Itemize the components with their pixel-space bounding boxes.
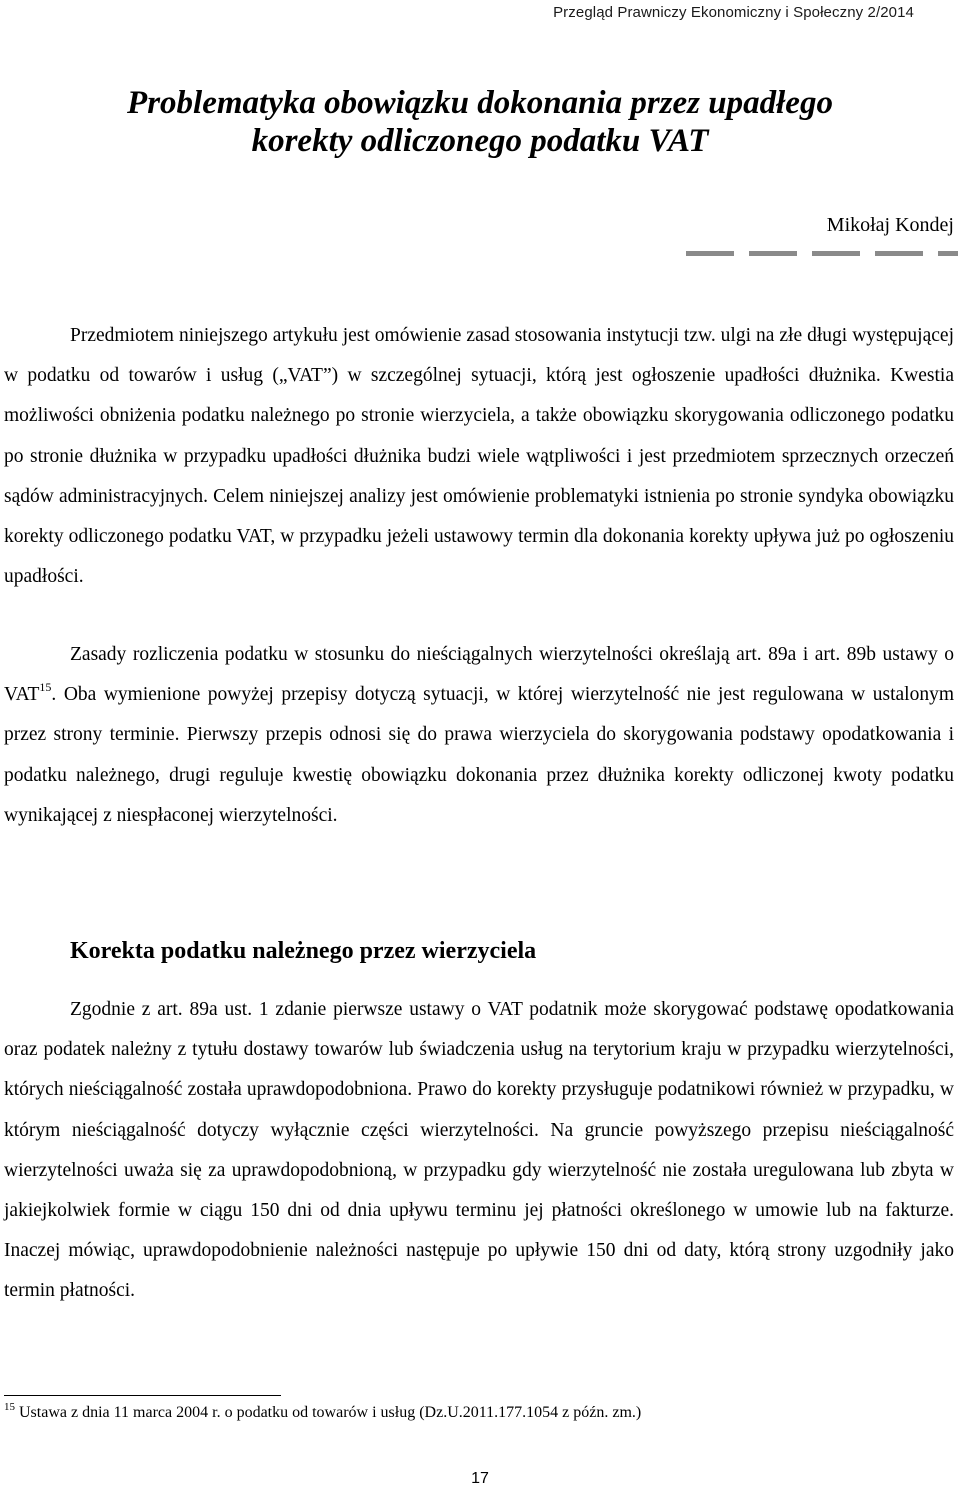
footnote-divider bbox=[4, 1395, 281, 1396]
section-text bbox=[4, 990, 954, 1312]
footnote-text: Ustawa z dnia 11 marca 2004 r. o podatku od towarów i usług (Dz.U.2011.177.1054 z późn. zm.) bbox=[15, 1404, 642, 1421]
paragraph-text: Zasady rozliczenia podatku w stosunku do nieściągalnych wierzytelności określają art. 89a i art. 89b ustawy o VAT bbox=[4, 644, 954, 706]
author-name: Mikołaj Kondej bbox=[826, 214, 954, 236]
title-line-2: korekty odliczonego podatku VAT bbox=[251, 123, 709, 159]
abstract-paragraph: Przedmiotem niniejszego artykułu jest omówienie zasad stosowania instytucji tzw. ulgi na złe długi występującej w podatku od towarów i usług („VAT”) w szczególnej sytuacji, którą jest ogłoszenie upadłości dłużnika. Kwestia możliwości obniżenia podatku należnego po stronie wierzyciela, a także obowiązku skorygowania odliczonego podatku po stronie dłużnika w przypadku upadłości dłużnika budzi wiele wątpliwości i jest przedmiotem sprzecznych orzeczeń sądów administracyjnych. Celem niniejszej analizy jest omówienie problematyki istnienia po stronie syndyka obowiązku korekty odliczonego podatku VAT, w przypadku jeżeli ustawowy termin dla dokonania korekty upływa już po ogłoszeniu upadłości. bbox=[4, 325, 954, 588]
author-divider bbox=[686, 251, 958, 256]
body-paragraph bbox=[4, 635, 954, 836]
journal-header: Przegląd Prawniczy Ekonomiczny i Społeczny 2/2014 bbox=[553, 4, 914, 21]
footnote-ref: 15 bbox=[39, 680, 52, 695]
page-number: 17 bbox=[471, 1470, 489, 1487]
article-title bbox=[0, 84, 960, 160]
footnote-number: 15 bbox=[4, 1401, 15, 1413]
main-text bbox=[4, 635, 954, 836]
footnote bbox=[4, 1401, 642, 1422]
paragraph-text: . Oba wymienione powyżej przepisy dotyczą sytuacji, w której wierzytelność nie jest regulowana w ustalonym przez strony terminie. Pierwszy przepis odnosi się do prawa wierzyciela do skorygowania podstawy opodatkowania i podatku należnego, drugi reguluje kwestię obowiązku dokonania przez dłużnika korekty odliczonej kwoty podatku wynikającej z niespłaconej wierzytelności. bbox=[4, 684, 954, 826]
section-heading: Korekta podatku należnego przez wierzyciela bbox=[70, 938, 537, 964]
body-paragraph: Zgodnie z art. 89a ust. 1 zdanie pierwsze ustawy o VAT podatnik może skorygować podstawę opodatkowania oraz podatek należny z tytułu dostawy towarów lub świadczenia usług na terytorium kraju w przypadku wierzytelności, których nieściągalność została uprawdopodobniona. Prawo do korekty przysługuje podatnikowi również w przypadku, w którym nieściągalność dotyczy wyłącznie części wierzytelności. Na gruncie powyższego przepisu nieściągalność wierzytelności uważa się za uprawdopodobnioną, w przypadku gdy wierzytelność nie została uregulowana lub zbyta w jakiejkolwiek formie w ciągu 150 dni od dnia upływu terminu jej płatności określonego w umowie lub na fakturze. Inaczej mówiąc, uprawdopodobnienie należności następuje po upływie 150 dni od daty, którą strony uzgodniły jako termin płatności. bbox=[4, 999, 954, 1302]
abstract bbox=[4, 316, 954, 597]
title-line-1: Problematyka obowiązku dokonania przez upadłego bbox=[127, 85, 833, 121]
